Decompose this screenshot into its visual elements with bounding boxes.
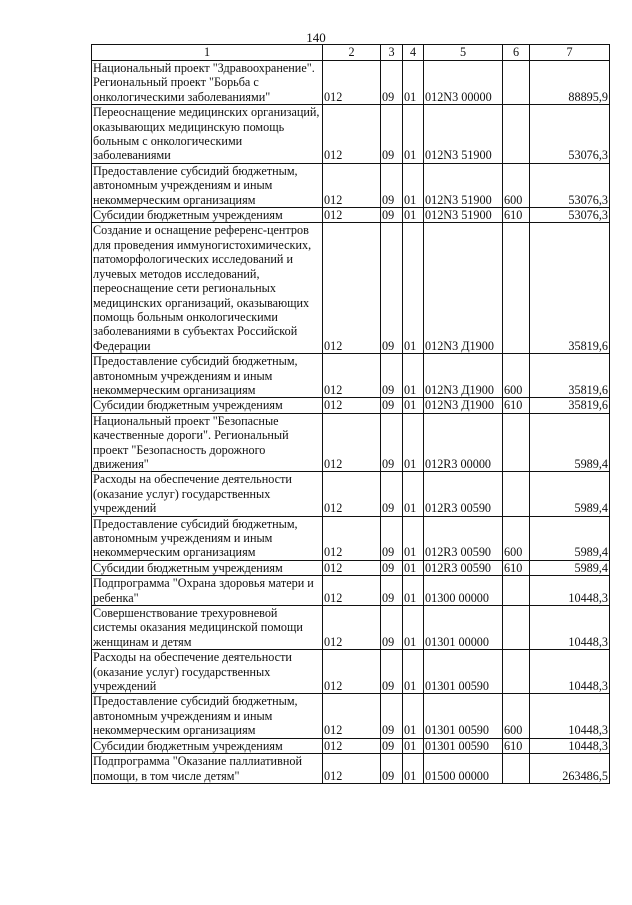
row-name-cell: Национальный проект "Здравоохранение". Региональный проект "Борьба с онкологическими заболеваниями" <box>92 61 323 105</box>
row-amount-cell: 5989,4 <box>530 516 610 560</box>
table-row <box>92 354 610 398</box>
row-grbs-cell: 012 <box>323 560 381 575</box>
table-row <box>92 694 610 738</box>
header-col-7: 7 <box>530 45 610 61</box>
row-grbs-cell: 012 <box>323 413 381 472</box>
row-section-cell: 09 <box>381 650 403 694</box>
row-target-article-cell: 012R3 00590 <box>424 472 503 516</box>
table-row <box>92 754 610 784</box>
row-section-cell: 09 <box>381 694 403 738</box>
row-target-article-cell: 012R3 00590 <box>424 560 503 575</box>
row-expense-type-cell <box>503 61 530 105</box>
row-amount-cell: 53076,3 <box>530 208 610 223</box>
row-expense-type-cell <box>503 754 530 784</box>
table-row <box>92 472 610 516</box>
row-name-cell: Субсидии бюджетным учреждениям <box>92 738 323 753</box>
row-name-cell: Подпрограмма "Оказание паллиативной помощи, в том числе детям" <box>92 754 323 784</box>
row-name-cell: Предоставление субсидий бюджетным, автономным учреждениям и иным некоммерческим организациям <box>92 163 323 207</box>
row-name-cell: Расходы на обеспечение деятельности (оказание услуг) государственных учреждений <box>92 472 323 516</box>
row-target-article-cell: 012N3 Д1900 <box>424 354 503 398</box>
row-expense-type-cell <box>503 576 530 606</box>
row-section-cell: 09 <box>381 105 403 164</box>
row-name-cell: Предоставление субсидий бюджетным, автономным учреждениям и иным некоммерческим организациям <box>92 516 323 560</box>
row-name-cell: Субсидии бюджетным учреждениям <box>92 560 323 575</box>
row-amount-cell: 10448,3 <box>530 650 610 694</box>
row-expense-type-cell: 610 <box>503 738 530 753</box>
row-grbs-cell: 012 <box>323 516 381 560</box>
table-row <box>92 606 610 650</box>
row-grbs-cell: 012 <box>323 208 381 223</box>
row-section-cell: 09 <box>381 754 403 784</box>
row-grbs-cell: 012 <box>323 105 381 164</box>
row-subsection-cell: 01 <box>403 754 424 784</box>
row-amount-cell: 53076,3 <box>530 105 610 164</box>
row-grbs-cell: 012 <box>323 398 381 413</box>
row-subsection-cell: 01 <box>403 650 424 694</box>
row-target-article-cell: 01301 00590 <box>424 738 503 753</box>
row-name-cell: Совершенствование трехуровневой системы оказания медицинской помощи женщинам и детям <box>92 606 323 650</box>
row-expense-type-cell <box>503 606 530 650</box>
header-row <box>92 45 610 61</box>
row-subsection-cell: 01 <box>403 606 424 650</box>
table-row <box>92 208 610 223</box>
row-target-article-cell: 012R3 00590 <box>424 516 503 560</box>
row-grbs-cell: 012 <box>323 754 381 784</box>
row-subsection-cell: 01 <box>403 354 424 398</box>
table-row <box>92 398 610 413</box>
header-col-5: 5 <box>424 45 503 61</box>
row-subsection-cell: 01 <box>403 694 424 738</box>
row-grbs-cell: 012 <box>323 650 381 694</box>
row-name-cell: Предоставление субсидий бюджетным, автономным учреждениям и иным некоммерческим организациям <box>92 694 323 738</box>
row-target-article-cell: 01500 00000 <box>424 754 503 784</box>
row-expense-type-cell <box>503 223 530 354</box>
row-name-cell: Создание и оснащение референс-центров для проведения иммуногистохимических, патоморфологических исследований и лучевых методов исследований, переоснащение сети региональных медицинских организаций, оказывающих помощь больным онкологическими заболеваниями в субъектах Российской Федерации <box>92 223 323 354</box>
row-subsection-cell: 01 <box>403 472 424 516</box>
row-subsection-cell: 01 <box>403 516 424 560</box>
row-name-cell: Субсидии бюджетным учреждениям <box>92 208 323 223</box>
row-subsection-cell: 01 <box>403 105 424 164</box>
row-name-cell: Подпрограмма "Охрана здоровья матери и ребенка" <box>92 576 323 606</box>
table-row <box>92 61 610 105</box>
row-amount-cell: 5989,4 <box>530 413 610 472</box>
row-grbs-cell: 012 <box>323 472 381 516</box>
row-target-article-cell: 012N3 51900 <box>424 208 503 223</box>
row-section-cell: 09 <box>381 413 403 472</box>
row-expense-type-cell: 600 <box>503 163 530 207</box>
row-section-cell: 09 <box>381 208 403 223</box>
row-target-article-cell: 012R3 00000 <box>424 413 503 472</box>
row-amount-cell: 10448,3 <box>530 606 610 650</box>
row-section-cell: 09 <box>381 560 403 575</box>
row-amount-cell: 10448,3 <box>530 576 610 606</box>
row-target-article-cell: 01301 00590 <box>424 650 503 694</box>
row-grbs-cell: 012 <box>323 606 381 650</box>
row-target-article-cell: 012N3 51900 <box>424 163 503 207</box>
row-subsection-cell: 01 <box>403 413 424 472</box>
row-target-article-cell: 012N3 51900 <box>424 105 503 164</box>
row-expense-type-cell <box>503 413 530 472</box>
row-subsection-cell: 01 <box>403 576 424 606</box>
table-row <box>92 223 610 354</box>
header-col-2: 2 <box>323 45 381 61</box>
row-subsection-cell: 01 <box>403 398 424 413</box>
row-name-cell: Расходы на обеспечение деятельности (оказание услуг) государственных учреждений <box>92 650 323 694</box>
row-amount-cell: 53076,3 <box>530 163 610 207</box>
table-row <box>92 163 610 207</box>
row-amount-cell: 35819,6 <box>530 354 610 398</box>
header-col-4: 4 <box>403 45 424 61</box>
row-subsection-cell: 01 <box>403 223 424 354</box>
header-col-6: 6 <box>503 45 530 61</box>
row-amount-cell: 88895,9 <box>530 61 610 105</box>
row-section-cell: 09 <box>381 61 403 105</box>
row-expense-type-cell <box>503 650 530 694</box>
row-subsection-cell: 01 <box>403 208 424 223</box>
row-expense-type-cell: 610 <box>503 398 530 413</box>
row-grbs-cell: 012 <box>323 61 381 105</box>
table-row <box>92 105 610 164</box>
row-section-cell: 09 <box>381 738 403 753</box>
table-row <box>92 738 610 753</box>
row-section-cell: 09 <box>381 354 403 398</box>
row-expense-type-cell: 600 <box>503 694 530 738</box>
row-name-cell: Предоставление субсидий бюджетным, автономным учреждениям и иным некоммерческим организациям <box>92 354 323 398</box>
row-grbs-cell: 012 <box>323 163 381 207</box>
table-row <box>92 650 610 694</box>
row-grbs-cell: 012 <box>323 694 381 738</box>
table-row <box>92 413 610 472</box>
row-section-cell: 09 <box>381 606 403 650</box>
row-amount-cell: 5989,4 <box>530 472 610 516</box>
row-expense-type-cell <box>503 472 530 516</box>
row-amount-cell: 10448,3 <box>530 694 610 738</box>
row-amount-cell: 10448,3 <box>530 738 610 753</box>
row-subsection-cell: 01 <box>403 560 424 575</box>
budget-table <box>91 44 610 784</box>
row-section-cell: 09 <box>381 472 403 516</box>
row-grbs-cell: 012 <box>323 223 381 354</box>
row-target-article-cell: 012N3 Д1900 <box>424 223 503 354</box>
row-subsection-cell: 01 <box>403 163 424 207</box>
row-subsection-cell: 01 <box>403 738 424 753</box>
row-section-cell: 09 <box>381 576 403 606</box>
row-section-cell: 09 <box>381 516 403 560</box>
row-grbs-cell: 012 <box>323 576 381 606</box>
row-section-cell: 09 <box>381 223 403 354</box>
page-number: 140 <box>306 30 326 45</box>
row-expense-type-cell: 610 <box>503 208 530 223</box>
row-name-cell: Переоснащение медицинских организаций, оказывающих медицинскую помощь больным с онкологическими заболеваниями <box>92 105 323 164</box>
header-col-1: 1 <box>92 45 323 61</box>
table-row <box>92 576 610 606</box>
row-amount-cell: 35819,6 <box>530 223 610 354</box>
row-target-article-cell: 01300 00000 <box>424 576 503 606</box>
row-name-cell: Национальный проект "Безопасные качественные дороги". Региональный проект "Безопасность дорожного движения" <box>92 413 323 472</box>
row-name-cell: Субсидии бюджетным учреждениям <box>92 398 323 413</box>
table-row <box>92 516 610 560</box>
row-amount-cell: 5989,4 <box>530 560 610 575</box>
row-section-cell: 09 <box>381 398 403 413</box>
row-target-article-cell: 012N3 Д1900 <box>424 398 503 413</box>
row-grbs-cell: 012 <box>323 354 381 398</box>
header-col-3: 3 <box>381 45 403 61</box>
row-expense-type-cell <box>503 105 530 164</box>
row-amount-cell: 35819,6 <box>530 398 610 413</box>
row-target-article-cell: 01301 00590 <box>424 694 503 738</box>
budget-table-body <box>92 45 610 784</box>
row-expense-type-cell: 600 <box>503 516 530 560</box>
row-target-article-cell: 012N3 00000 <box>424 61 503 105</box>
row-target-article-cell: 01301 00000 <box>424 606 503 650</box>
row-expense-type-cell: 610 <box>503 560 530 575</box>
row-subsection-cell: 01 <box>403 61 424 105</box>
row-amount-cell: 263486,5 <box>530 754 610 784</box>
row-section-cell: 09 <box>381 163 403 207</box>
table-row <box>92 560 610 575</box>
row-expense-type-cell: 600 <box>503 354 530 398</box>
row-grbs-cell: 012 <box>323 738 381 753</box>
